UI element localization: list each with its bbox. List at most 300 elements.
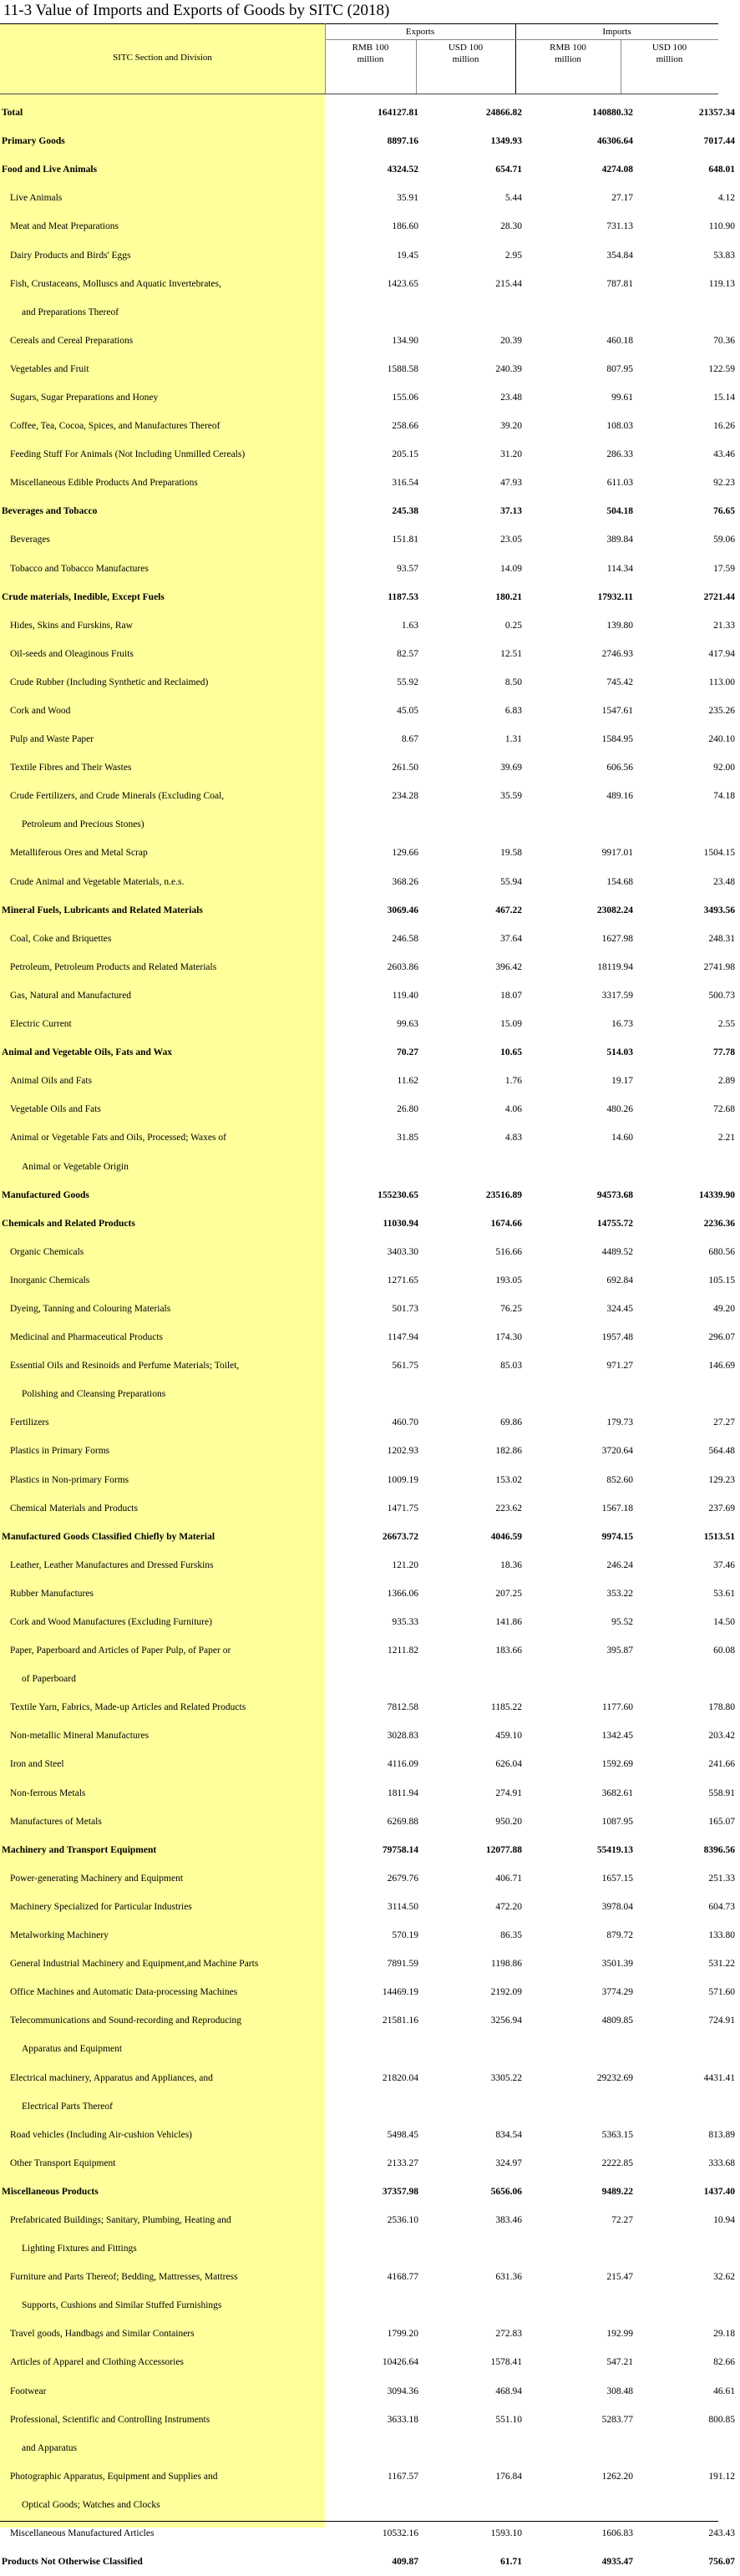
imports-rmb-value: 3720.64 [601, 1446, 633, 1457]
exports-rmb-value: 2536.10 [387, 2214, 418, 2225]
row-label [0, 583, 327, 611]
imports-rmb-value: 9974.15 [601, 1531, 633, 1542]
imports-rmb-value [527, 298, 638, 327]
exports-usd-value [423, 298, 527, 327]
exports-usd-value: 69.86 [500, 1417, 522, 1428]
imports-usd-value: 558.91 [708, 1787, 735, 1798]
row-label-text: Mineral Fuels, Lubricants and Related Materials [2, 905, 203, 915]
row-label-text: Dyeing, Tanning and Colouring Materials [10, 1303, 171, 1314]
imports-usd-value: 2236.36 [703, 1218, 735, 1229]
row-label-text: General Industrial Machinery and Equipment,and Machine Parts [10, 1959, 259, 1970]
exports-rmb-value: 26673.72 [382, 1531, 418, 1542]
row-label-text: Paper, Paperboard and Articles of Paper Pulp, of Paper or [10, 1645, 231, 1656]
row-label [0, 1295, 327, 1323]
imports-rmb-value: 504.18 [606, 506, 633, 517]
imports-usd-value: 571.60 [708, 1987, 735, 1998]
exports-usd-value: 23516.89 [485, 1189, 522, 1200]
row-label [0, 896, 327, 925]
row-label-text: Animal or Vegetable Fats and Oils, Processed; Waxes of [10, 1133, 226, 1143]
exports-rmb-value: 3114.50 [388, 1901, 418, 1912]
imports-rmb-value [527, 1380, 638, 1408]
exports-rmb-value: 3069.46 [387, 905, 418, 915]
imports-usd-value: 2.89 [717, 1076, 735, 1087]
row-label [0, 1010, 327, 1038]
row-label-text: Crude Animal and Vegetable Materials, n.e.s. [10, 876, 185, 887]
row-label-text: Petroleum, Petroleum Products and Related Materials [10, 961, 217, 972]
imports-rmb-value: 14755.72 [596, 1218, 633, 1229]
row-label-text: Plastics in Non-primary Forms [10, 1474, 129, 1485]
row-label [0, 2548, 327, 2576]
exports-usd-value: 12.51 [500, 648, 522, 659]
row-label-text: Electrical Parts Thereof [22, 2101, 113, 2112]
row-label-text: Beverages and Tobacco [2, 506, 98, 517]
exports-rmb-value: 3633.18 [387, 2414, 418, 2425]
exports-rmb-value: 99.63 [397, 1019, 418, 1030]
table-row [0, 1351, 740, 1380]
imports-usd-value: 333.68 [708, 2158, 735, 2168]
row-label-text: Oil-seeds and Oleaginous Fruits [10, 648, 134, 659]
exports-usd-value: 180.21 [495, 591, 522, 602]
row-label-text: Fish, Crustaceans, Molluscs and Aquatic Invertebrates, [10, 278, 221, 289]
imports-rmb-value: 353.22 [606, 1588, 633, 1599]
row-label-text: Iron and Steel [10, 1759, 64, 1770]
exports-rmb-value: 570.19 [392, 1930, 418, 1941]
table-row [0, 1238, 740, 1266]
row-label [0, 2348, 327, 2376]
exports-rmb-value: 1211.82 [388, 1645, 418, 1656]
exports-usd-value: 1.76 [504, 1076, 522, 1087]
exports-rmb-value [327, 2234, 423, 2263]
exports-rmb-value [327, 1152, 423, 1180]
imports-rmb-value: 17932.11 [597, 591, 633, 602]
row-label-text: Road vehicles (Including Air-cushion Vehicles) [10, 2129, 193, 2140]
exports-rmb-value: 3403.30 [387, 1246, 418, 1257]
imports-usd-value: 59.06 [713, 535, 735, 545]
table-row [0, 2462, 740, 2491]
row-label-text: Cereals and Cereal Preparations [10, 335, 134, 346]
exports-usd-value: 631.36 [495, 2272, 522, 2283]
table-row [0, 810, 740, 839]
exports-usd-value: 18.07 [500, 990, 522, 1001]
row-label [0, 2092, 327, 2121]
row-label [0, 1580, 327, 1608]
imports-rmb-value: 547.21 [606, 2357, 633, 2368]
row-label-text: Furniture and Parts Thereof; Bedding, Mattresses, Mattress [10, 2272, 238, 2283]
exports-usd-value: 383.46 [495, 2214, 522, 2225]
imports-rmb-value: 611.03 [606, 478, 633, 489]
table-row [0, 497, 740, 525]
imports-rmb-value: 1177.60 [602, 1702, 633, 1713]
table-row [0, 1408, 740, 1437]
exports-rmb-value [327, 298, 423, 327]
row-label-text: Crude Rubber (Including Synthetic and Reclaimed) [10, 677, 209, 687]
table-row [0, 2092, 740, 2121]
row-label-text: Hides, Skins and Furskins, Raw [10, 620, 133, 631]
table-row [0, 298, 740, 327]
table-row [0, 1010, 740, 1038]
table-row [0, 2377, 740, 2406]
table-row [0, 1921, 740, 1950]
exports-rmb-value: 37357.98 [382, 2186, 418, 2197]
table-row [0, 2006, 740, 2035]
exports-usd-value: 1349.93 [490, 136, 522, 147]
exports-rmb-value: 3094.36 [387, 2386, 418, 2396]
imports-usd-value: 92.00 [713, 763, 735, 773]
row-label [0, 1038, 327, 1067]
table-row [0, 2291, 740, 2320]
exports-rmb-value: 119.40 [392, 990, 418, 1001]
table-row [0, 839, 740, 867]
row-label [0, 1808, 327, 1836]
table-row [0, 1437, 740, 1465]
exports-header: Exports [405, 27, 435, 37]
row-label-text: Vegetables and Fruit [10, 363, 89, 374]
row-label-text: Meat and Meat Preparations [10, 221, 119, 232]
imports-usd-value: 10.94 [713, 2214, 735, 2225]
unit-label: million [452, 54, 479, 64]
imports-usd-value: 23.48 [713, 876, 735, 887]
imports-rmb-value: 879.72 [606, 1930, 633, 1941]
imports-usd-value: 70.36 [713, 335, 735, 346]
row-label-text: Primary Goods [2, 136, 65, 147]
row-label [0, 2063, 327, 2092]
imports-usd-value: 813.89 [708, 2129, 735, 2140]
table-row [0, 1551, 740, 1580]
exports-usd-value: 834.54 [495, 2129, 522, 2140]
row-label-text: Coal, Coke and Briquettes [10, 933, 112, 944]
imports-rmb-value: 3978.04 [601, 1901, 633, 1912]
imports-usd-value: 72.68 [713, 1104, 735, 1115]
exports-rmb-value: 245.38 [392, 506, 418, 517]
table-row [0, 2063, 740, 2092]
exports-usd-value: 23.48 [500, 392, 522, 403]
row-label [0, 1750, 327, 1778]
row-label [0, 241, 327, 269]
table-row [0, 2348, 740, 2376]
imports-usd-header [621, 42, 718, 65]
row-label [0, 1437, 327, 1465]
imports-rmb-value: 95.52 [611, 1617, 633, 1628]
row-label-text: Animal and Vegetable Oils, Fats and Wax [2, 1047, 172, 1058]
exports-usd-value: 274.91 [495, 1787, 522, 1798]
exports-rmb-value: 1811.94 [388, 1787, 418, 1798]
imports-usd-value: 92.23 [713, 478, 735, 489]
imports-usd-value: 113.00 [708, 677, 735, 687]
imports-usd-value: 7017.44 [703, 136, 735, 147]
imports-rmb-value: 179.73 [606, 1417, 633, 1428]
row-label-text: Supports, Cushions and Similar Stuffed Furnishings [22, 2300, 222, 2311]
table-row [0, 2121, 740, 2149]
imports-usd-value: 15.14 [713, 392, 735, 403]
imports-rmb-value: 139.80 [606, 620, 633, 631]
table-row [0, 555, 740, 583]
table-row [0, 1836, 740, 1864]
imports-rmb-value: 19.17 [611, 1076, 633, 1087]
row-label [0, 2234, 327, 2263]
row-label [0, 753, 327, 782]
row-label [0, 1494, 327, 1523]
imports-usd-value [638, 2491, 740, 2519]
row-label-text: Telecommunications and Sound-recording and Reproducing [10, 2016, 242, 2026]
imports-rmb-value: 4935.47 [601, 2557, 633, 2568]
row-label [0, 155, 327, 184]
table-row [0, 1266, 740, 1295]
imports-rmb-value [527, 2291, 638, 2320]
imports-rmb-value [527, 1152, 638, 1180]
table-row [0, 127, 740, 155]
imports-rmb-header [515, 42, 621, 65]
exports-usd-value: 8.50 [504, 677, 522, 687]
imports-rmb-value: 14.60 [611, 1133, 633, 1143]
row-label [0, 2377, 327, 2406]
table-row [0, 2035, 740, 2063]
exports-rmb-value: 258.66 [392, 421, 418, 432]
row-label-text: Professional, Scientific and Controlling Instruments [10, 2414, 210, 2425]
unit-label: USD 100 [651, 43, 687, 53]
exports-usd-value: 472.20 [495, 1901, 522, 1912]
row-label-text: Pulp and Waste Paper [10, 734, 94, 745]
imports-rmb-value [527, 2092, 638, 2121]
row-label [0, 1950, 327, 1978]
table-row [0, 868, 740, 896]
exports-usd-value: 39.20 [500, 421, 522, 432]
exports-usd-value: 3256.94 [490, 2016, 522, 2026]
row-label [0, 497, 327, 525]
row-label [0, 1722, 327, 1750]
imports-usd-value: 1437.40 [703, 2186, 735, 2197]
exports-usd-value: 39.69 [500, 763, 522, 773]
table-row [0, 1152, 740, 1180]
imports-rmb-value: 395.87 [606, 1645, 633, 1656]
imports-rmb-value: 4809.85 [601, 2016, 633, 2026]
exports-rmb-header [325, 42, 416, 65]
imports-rmb-value: 3317.59 [601, 990, 633, 1001]
row-label-text: Essential Oils and Resinoids and Perfume Materials; Toilet, [10, 1361, 240, 1372]
row-label [0, 555, 327, 583]
imports-usd-value: 32.62 [713, 2272, 735, 2283]
table-row [0, 1978, 740, 2006]
imports-usd-value: 21357.34 [698, 108, 735, 119]
imports-rmb-value: 1567.18 [601, 1503, 633, 1514]
imports-usd-value: 77.78 [713, 1047, 735, 1058]
table-row [0, 753, 740, 782]
data-table [0, 99, 740, 2576]
exports-usd-value: 18.36 [500, 1559, 522, 1570]
imports-rmb-value [527, 2234, 638, 2263]
row-label [0, 2263, 327, 2291]
exports-rmb-value: 1799.20 [387, 2329, 418, 2340]
row-label [0, 725, 327, 753]
table-row [0, 184, 740, 212]
exports-usd-value: 467.22 [495, 905, 522, 915]
exports-rmb-value: 10532.16 [382, 2528, 418, 2539]
row-label-text: Textile Yarn, Fabrics, Made-up Articles and Related Products [10, 1702, 246, 1713]
imports-rmb-value: 745.42 [606, 677, 633, 687]
row-label [0, 697, 327, 725]
exports-rmb-value: 21820.04 [382, 2072, 418, 2083]
row-label-text: Optical Goods; Watches and Clocks [22, 2499, 160, 2510]
row-label-text: Metalliferous Ores and Metal Scrap [10, 848, 148, 859]
exports-rmb-value: 368.26 [392, 876, 418, 887]
row-label-text: and Preparations Thereof [22, 307, 119, 317]
exports-rmb-value: 2133.27 [387, 2158, 418, 2168]
imports-rmb-value: 1087.95 [601, 1816, 633, 1827]
row-label-text: Miscellaneous Manufactured Articles [10, 2528, 155, 2539]
exports-usd-value: 14.09 [500, 563, 522, 574]
imports-rmb-value: 29232.69 [596, 2072, 633, 2083]
row-label-text: of Paperboard [22, 1674, 76, 1685]
exports-rmb-value: 205.15 [392, 449, 418, 460]
exports-rmb-value: 11.62 [397, 1076, 418, 1087]
table-row [0, 1123, 740, 1152]
table-row [0, 2178, 740, 2206]
row-label-text: Textile Fibres and Their Wastes [10, 763, 132, 773]
imports-usd-value [638, 1152, 740, 1180]
table-row [0, 1323, 740, 1351]
imports-usd-value: 2721.44 [703, 591, 735, 602]
imports-usd-value: 60.08 [713, 1645, 735, 1656]
imports-usd-value: 122.59 [708, 363, 735, 374]
row-label-text: Chemicals and Related Products [2, 1218, 135, 1229]
page-title: 11-3 Value of Imports and Exports of Goods by SITC (2018) [3, 2, 390, 19]
imports-rmb-value: 1606.83 [601, 2528, 633, 2539]
row-label [0, 2178, 327, 2206]
table-row [0, 1893, 740, 1921]
table-row [0, 1209, 740, 1238]
exports-usd-value: 324.97 [495, 2158, 522, 2168]
exports-rmb-value [327, 2434, 423, 2462]
table-row [0, 611, 740, 640]
imports-rmb-value: 480.26 [606, 1104, 633, 1115]
exports-usd-value: 4.83 [504, 1133, 522, 1143]
exports-rmb-value: 1187.53 [388, 591, 418, 602]
table-row [0, 270, 740, 298]
table-row [0, 2234, 740, 2263]
imports-usd-value [638, 810, 740, 839]
row-label [0, 668, 327, 697]
bottom-rule [0, 2521, 718, 2522]
row-label [0, 810, 327, 839]
row-label [0, 440, 327, 469]
row-label-text: Cork and Wood [10, 706, 71, 717]
row-label-text: Organic Chemicals [10, 1246, 84, 1257]
exports-rmb-value: 1147.94 [388, 1332, 418, 1343]
row-label-text: Tobacco and Tobacco Manufactures [10, 563, 149, 574]
table-row [0, 1950, 740, 1978]
row-label-text: Coffee, Tea, Cocoa, Spices, and Manufactures Thereof [10, 421, 220, 432]
imports-usd-value: 800.85 [708, 2414, 735, 2425]
imports-usd-value: 21.33 [713, 620, 735, 631]
row-label-text: Gas, Natural and Manufactured [10, 990, 131, 1001]
imports-rmb-value: 27.17 [611, 193, 633, 204]
imports-usd-value: 4.12 [717, 193, 735, 204]
row-label [0, 1893, 327, 1921]
table-row [0, 99, 740, 127]
row-label-text: Dairy Products and Birds' Eggs [10, 250, 131, 261]
imports-usd-value: 27.27 [713, 1417, 735, 1428]
imports-usd-value: 14.50 [713, 1617, 735, 1628]
exports-rmb-value: 186.60 [392, 221, 418, 232]
row-label-text: Beverages [10, 535, 50, 545]
exports-usd-value [423, 1152, 527, 1180]
table-row [0, 1808, 740, 1836]
exports-rmb-value: 1588.58 [387, 363, 418, 374]
table-row [0, 1466, 740, 1494]
row-label [0, 1921, 327, 1950]
imports-rmb-value: 489.16 [606, 791, 633, 802]
imports-usd-value [638, 2234, 740, 2263]
row-label [0, 1181, 327, 1209]
row-label [0, 2121, 327, 2149]
table-row [0, 440, 740, 469]
row-label [0, 1864, 327, 1893]
table-row [0, 1095, 740, 1123]
row-label [0, 1408, 327, 1437]
imports-rmb-value: 731.13 [606, 221, 633, 232]
exports-usd-value: 37.13 [500, 506, 522, 517]
imports-rmb-value: 46306.64 [596, 136, 633, 147]
imports-usd-value: 8396.56 [703, 1844, 735, 1855]
table-row [0, 241, 740, 269]
row-label-text: Animal Oils and Fats [10, 1076, 93, 1087]
row-label [0, 270, 327, 298]
row-label-text: Lighting Fixtures and Fittings [22, 2244, 137, 2254]
row-label [0, 1466, 327, 1494]
row-label-text: and Apparatus [22, 2442, 78, 2453]
exports-usd-value: 215.44 [495, 278, 522, 289]
row-label-text: Non-metallic Mineral Manufactures [10, 1731, 150, 1742]
exports-rmb-value: 1423.65 [387, 278, 418, 289]
row-label [0, 1779, 327, 1808]
imports-usd-value: 119.13 [708, 278, 735, 289]
row-label [0, 981, 327, 1010]
row-label-text: Petroleum and Precious Stones) [22, 819, 144, 830]
imports-usd-value: 531.22 [708, 1959, 735, 1970]
row-label [0, 1978, 327, 2006]
exports-rmb-value: 2679.76 [387, 1873, 418, 1884]
imports-usd-value: 53.83 [713, 250, 735, 261]
table-row [0, 782, 740, 810]
table-row [0, 2519, 740, 2548]
imports-usd-value: 1513.51 [703, 1531, 735, 1542]
row-label-text: Chemical Materials and Products [10, 1503, 138, 1514]
imports-usd-value: 3493.56 [703, 905, 735, 915]
imports-usd-value: 191.12 [708, 2471, 735, 2482]
row-label-text: Cork and Wood Manufactures (Excluding Furniture) [10, 1617, 212, 1628]
row-label-text: Photographic Apparatus, Equipment and Supplies and [10, 2471, 218, 2482]
imports-usd-value: 604.73 [708, 1901, 735, 1912]
table-row [0, 725, 740, 753]
exports-usd-value: 193.05 [495, 1275, 522, 1285]
exports-usd-value: 459.10 [495, 1731, 522, 1742]
row-label [0, 839, 327, 867]
imports-usd-value: 37.46 [713, 1559, 735, 1570]
exports-rmb-value: 1471.75 [387, 1503, 418, 1514]
exports-rmb-value: 10426.64 [382, 2357, 418, 2368]
exports-rmb-value: 409.87 [392, 2557, 418, 2568]
table-row [0, 1523, 740, 1551]
imports-usd-value: 146.69 [708, 1361, 735, 1372]
table-row [0, 1067, 740, 1095]
imports-usd-value [638, 298, 740, 327]
imports-rmb-value: 3682.61 [601, 1787, 633, 1798]
imports-rmb-value: 354.84 [606, 250, 633, 261]
imports-rmb-value: 807.95 [606, 363, 633, 374]
exports-rmb-value [327, 2291, 423, 2320]
imports-usd-value: 129.23 [708, 1474, 735, 1485]
imports-rmb-value: 324.45 [606, 1303, 633, 1314]
row-label [0, 1380, 327, 1408]
